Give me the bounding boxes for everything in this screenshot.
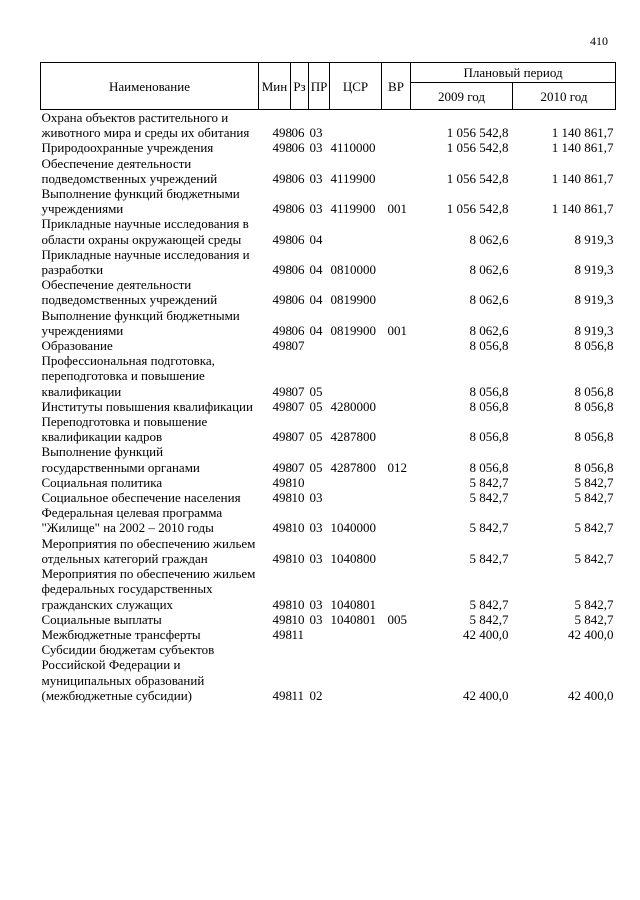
row-year-2010: 8 056,8 (574, 429, 614, 445)
row-vr: 001 (387, 201, 407, 217)
row-pr: 03 (309, 140, 323, 156)
row-rz: 06 (291, 201, 305, 217)
table-row (41, 414, 616, 444)
header-pr: ПР (309, 63, 330, 110)
row-year-2009: 8 062,6 (469, 231, 509, 247)
row-vr (382, 536, 411, 566)
table-row (41, 612, 616, 627)
row-min: 498 (272, 383, 292, 399)
row-rz: 11 (291, 626, 305, 642)
row-vr (382, 627, 411, 642)
budget-table (40, 62, 616, 703)
row-pr: 02 (309, 687, 323, 703)
row-min: 498 (272, 459, 292, 475)
row-vr (382, 216, 411, 246)
row-name: Образование (41, 338, 113, 354)
row-vr (382, 490, 411, 505)
row-year-2010: 8 056,8 (574, 459, 614, 475)
row-vr (382, 475, 411, 490)
row-min: 498 (272, 338, 292, 354)
row-pr: 03 (309, 170, 323, 186)
row-rz: 11 (291, 687, 305, 703)
row-rz: 10 (291, 550, 305, 566)
row-rz: 10 (291, 490, 305, 506)
row-pr: 03 (309, 490, 323, 506)
row-pr: 05 (309, 383, 323, 399)
row-year-2009: 5 842,7 (469, 474, 509, 490)
row-pr: 03 (309, 611, 323, 627)
row-name: Прикладные научные исследования и разработки (41, 246, 250, 278)
row-min: 498 (272, 429, 292, 445)
table-row (41, 399, 616, 414)
row-year-2009: 42 400,0 (463, 687, 509, 703)
row-csr: 4287800 (330, 459, 376, 475)
row-rz: 06 (291, 140, 305, 156)
row-csr: 4280000 (330, 398, 376, 414)
row-name: Социальная политика (41, 474, 163, 490)
row-year-2010: 5 842,7 (574, 611, 614, 627)
row-vr (382, 399, 411, 414)
row-min: 498 (272, 322, 292, 338)
row-vr (382, 338, 411, 353)
row-vr (382, 247, 411, 277)
row-name: Институты повышения квалификации (41, 398, 253, 414)
row-csr (330, 490, 382, 505)
row-name: Обеспечение деятельности подведомственных учреждений (41, 277, 218, 308)
row-name: Социальное обеспечение населения (41, 490, 241, 506)
row-csr (330, 475, 382, 490)
row-year-2010: 42 400,0 (568, 687, 614, 703)
row-vr: 005 (387, 611, 407, 627)
row-vr (382, 353, 411, 399)
budget-table-container (40, 62, 615, 703)
row-name: Профессиональная подготовка, переподготовка и повышение квалификации (41, 353, 215, 399)
row-csr (330, 627, 382, 642)
row-csr: 1040801 (330, 611, 376, 627)
row-year-2009: 5 842,7 (469, 520, 509, 536)
row-vr (382, 277, 411, 307)
row-year-2009: 8 056,8 (469, 338, 509, 354)
row-vr (382, 505, 411, 535)
row-year-2010: 8 919,3 (574, 262, 614, 278)
row-pr: 04 (309, 292, 323, 308)
row-year-2009: 5 842,7 (469, 550, 509, 566)
row-year-2010: 1 140 861,7 (551, 125, 614, 141)
row-min: 498 (272, 231, 292, 247)
row-min: 498 (272, 474, 292, 490)
header-planned-period: Плановый период (411, 63, 616, 83)
page-number: 410 (590, 34, 608, 48)
row-csr: 4287800 (330, 429, 376, 445)
row-year-2010: 8 919,3 (574, 231, 614, 247)
row-min: 498 (272, 596, 292, 612)
row-year-2010: 8 919,3 (574, 322, 614, 338)
table-row (41, 642, 616, 703)
row-pr (309, 338, 330, 353)
row-year-2009: 8 056,8 (469, 459, 509, 475)
row-rz: 10 (291, 520, 305, 536)
table-row (41, 505, 616, 535)
row-vr (382, 110, 411, 141)
row-min: 498 (272, 611, 292, 627)
row-rz: 06 (291, 125, 305, 141)
row-year-2010: 5 842,7 (574, 490, 614, 506)
row-rz: 06 (291, 292, 305, 308)
row-year-2010: 1 140 861,7 (551, 170, 614, 186)
row-csr (330, 338, 382, 353)
row-rz: 10 (291, 596, 305, 612)
row-rz: 06 (291, 170, 305, 186)
row-pr: 03 (309, 596, 323, 612)
row-pr: 04 (309, 231, 323, 247)
row-name: Обеспечение деятельности подведомственных учреждений (41, 155, 218, 186)
row-csr: 4119900 (330, 170, 376, 186)
row-min: 498 (272, 125, 292, 141)
row-name: Мероприятия по обеспечению жильем отдельных категорий граждан (41, 535, 256, 566)
row-vr (382, 156, 411, 186)
row-pr: 05 (309, 459, 323, 475)
row-rz: 07 (291, 383, 305, 399)
row-year-2009: 8 062,6 (469, 292, 509, 308)
row-csr: 4119900 (330, 201, 376, 217)
row-rz: 07 (291, 429, 305, 445)
header-vr: ВР (382, 63, 411, 110)
header-name: Наименование (41, 63, 259, 110)
row-min: 498 (272, 398, 292, 414)
row-year-2010: 1 140 861,7 (551, 201, 614, 217)
row-year-2009: 8 062,6 (469, 262, 509, 278)
row-csr (330, 216, 382, 246)
row-year-2010: 8 056,8 (574, 398, 614, 414)
row-year-2010: 8 056,8 (574, 383, 614, 399)
row-pr: 03 (309, 125, 323, 141)
row-vr (382, 642, 411, 703)
row-year-2010: 42 400,0 (568, 626, 614, 642)
row-rz: 06 (291, 231, 305, 247)
row-year-2009: 1 056 542,8 (446, 170, 509, 186)
row-csr: 0819900 (330, 322, 376, 338)
row-pr: 03 (309, 550, 323, 566)
row-year-2009: 1 056 542,8 (446, 201, 509, 217)
row-year-2009: 5 842,7 (469, 490, 509, 506)
row-csr (330, 642, 382, 703)
table-header (41, 63, 616, 110)
row-name: Прикладные научные исследования в области охраны окружающей среды (41, 216, 249, 247)
row-pr: 05 (309, 429, 323, 445)
table-row (41, 536, 616, 566)
row-min: 498 (272, 550, 292, 566)
row-year-2009: 8 056,8 (469, 429, 509, 445)
row-name: Выполнение функций бюджетными учреждениями (41, 307, 240, 338)
row-name: Природоохранные учреждения (41, 140, 214, 156)
row-pr (309, 627, 330, 642)
header-rz: Рз (291, 63, 309, 110)
row-min: 498 (272, 687, 292, 703)
row-pr: 03 (309, 201, 323, 217)
row-rz: 10 (291, 474, 305, 490)
row-year-2010: 8 056,8 (574, 338, 614, 354)
table-row (41, 308, 616, 338)
table-row (41, 110, 616, 141)
row-year-2010: 8 919,3 (574, 292, 614, 308)
row-name: Мероприятия по обеспечению жильем федеральных государственных гражданских служащих (41, 566, 256, 612)
header-year-2009: 2009 год (411, 83, 513, 110)
row-vr: 001 (387, 322, 407, 338)
row-min: 498 (272, 201, 292, 217)
row-vr (382, 566, 411, 612)
row-name: Межбюджетные трансферты (41, 626, 201, 642)
row-min: 498 (272, 170, 292, 186)
table-row (41, 444, 616, 474)
row-csr: 0819900 (330, 292, 376, 308)
row-min: 498 (272, 140, 292, 156)
table-row (41, 338, 616, 353)
header-csr: ЦСР (330, 63, 382, 110)
row-vr (382, 140, 411, 155)
row-year-2010: 5 842,7 (574, 520, 614, 536)
row-rz: 06 (291, 322, 305, 338)
row-year-2009: 8 062,6 (469, 322, 509, 338)
row-csr: 1040800 (330, 550, 376, 566)
row-min: 498 (272, 626, 292, 642)
table-row (41, 627, 616, 642)
row-min: 498 (272, 262, 292, 278)
row-pr: 04 (309, 262, 323, 278)
row-pr (309, 475, 330, 490)
table-row (41, 186, 616, 216)
row-name: Субсидии бюджетам субъектов Российской Федерации и муниципальных образований (межбюджетные субсидии) (41, 642, 215, 703)
header-min: Мин (259, 63, 291, 110)
row-year-2009: 5 842,7 (469, 596, 509, 612)
table-row (41, 247, 616, 277)
row-min: 498 (272, 490, 292, 506)
row-csr (330, 110, 382, 141)
table-row (41, 216, 616, 246)
table-row (41, 490, 616, 505)
row-name: Выполнение функций государственными органами (41, 444, 200, 475)
row-pr: 04 (309, 322, 323, 338)
row-vr (382, 414, 411, 444)
header-year-2010: 2010 год (513, 83, 616, 110)
row-name: Охрана объектов растительного и животного мира и среды их обитания (41, 110, 250, 141)
table-row (41, 277, 616, 307)
row-rz: 07 (291, 398, 305, 414)
row-rz: 06 (291, 262, 305, 278)
row-year-2010: 5 842,7 (574, 596, 614, 612)
row-rz: 07 (291, 459, 305, 475)
row-name: Социальные выплаты (41, 611, 162, 627)
row-name: Выполнение функций бюджетными учреждениями (41, 186, 240, 217)
row-year-2009: 1 056 542,8 (446, 140, 509, 156)
row-csr: 0810000 (330, 262, 376, 278)
table-body (41, 110, 616, 703)
row-rz: 07 (291, 338, 305, 354)
table-row (41, 156, 616, 186)
row-year-2009: 42 400,0 (463, 626, 509, 642)
row-csr: 1040000 (330, 520, 376, 536)
row-rz: 10 (291, 611, 305, 627)
row-vr: 012 (387, 459, 407, 475)
table-row (41, 140, 616, 155)
row-csr: 1040801 (330, 596, 376, 612)
table-row (41, 353, 616, 399)
row-min: 498 (272, 520, 292, 536)
row-name: Федеральная целевая программа "Жилище" на 2002 – 2010 годы (41, 505, 223, 536)
row-year-2009: 8 056,8 (469, 398, 509, 414)
row-pr: 03 (309, 520, 323, 536)
row-year-2010: 1 140 861,7 (551, 140, 614, 156)
row-min: 498 (272, 292, 292, 308)
row-year-2009: 8 056,8 (469, 383, 509, 399)
row-pr: 05 (309, 398, 323, 414)
row-year-2009: 5 842,7 (469, 611, 509, 627)
row-year-2010: 5 842,7 (574, 474, 614, 490)
row-csr (330, 353, 382, 399)
row-year-2010: 5 842,7 (574, 550, 614, 566)
row-csr: 4110000 (330, 140, 376, 156)
table-row (41, 566, 616, 612)
table-row (41, 475, 616, 490)
row-name: Переподготовка и повышение квалификации кадров (41, 414, 208, 445)
row-year-2009: 1 056 542,8 (446, 125, 509, 141)
